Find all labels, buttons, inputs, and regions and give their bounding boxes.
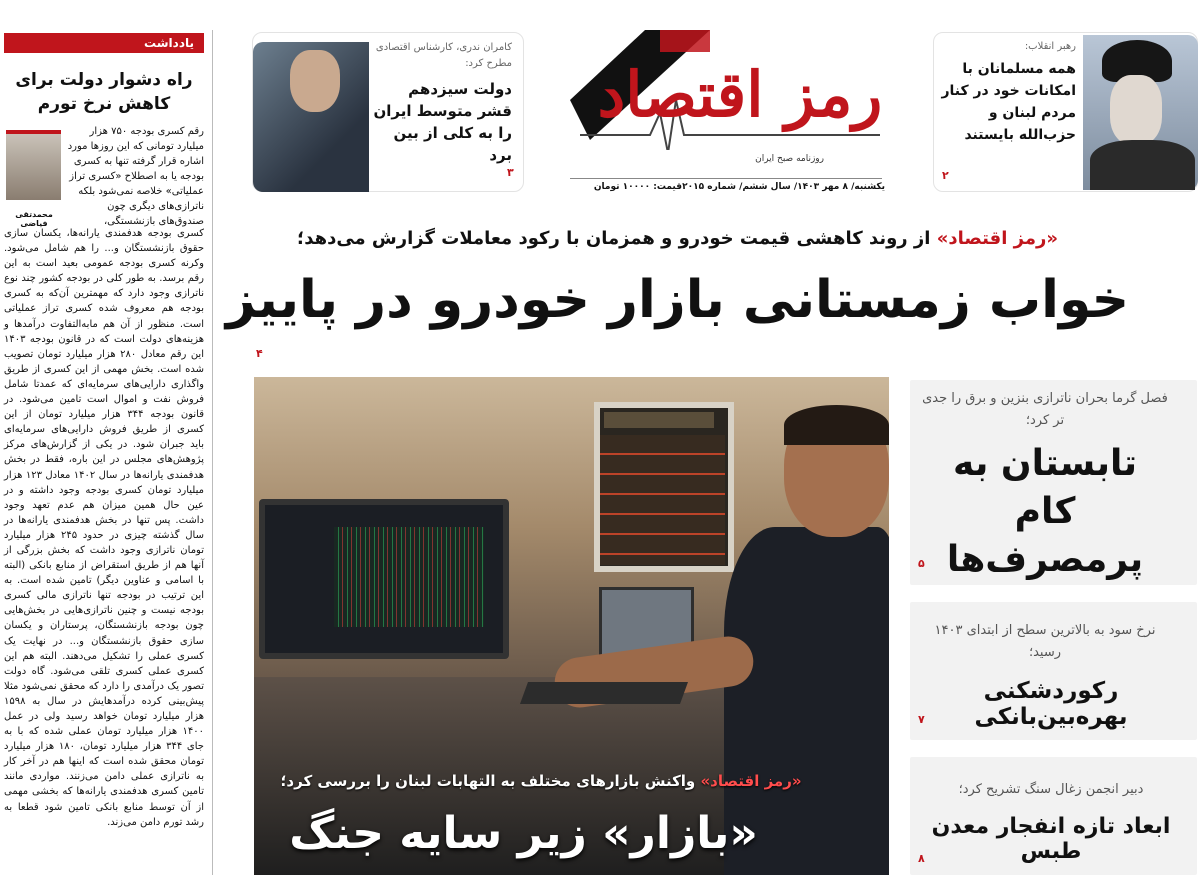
side-story-headline[interactable]: تابستان به کام پرمصرف‌ها [946, 443, 1144, 580]
masthead-subtitle: روزنامه صبح ایران [755, 154, 824, 164]
photo-story-headline[interactable]: «بازار» زیر سایه جنگ [289, 808, 758, 859]
note-title[interactable]: راه دشوار دولت برای کاهش نرخ تورم [15, 70, 193, 114]
issue-date-line: یکشنبه/ ۸ مهر ۱۴۰۳/ سال ششم/ شماره ۲۰۱۵ [682, 182, 885, 192]
keyboard-shape [520, 682, 688, 704]
side-story-kicker: نرخ سود به بالاترین سطح از ابتدای ۱۴۰۳ رسید؛ [934, 623, 1156, 660]
lead-kicker-text: از روند کاهشی قیمت خودرو و همزمان با رکود معاملات گزارش می‌دهد؛ [297, 228, 937, 249]
man-hair-shape [784, 405, 889, 445]
board-title-shape [604, 412, 714, 428]
note-body-intro: رقم کسری بودجه ۷۵۰ هزار میلیارد تومانی که این روزها مورد اشاره قرار گرفته تنها به کسری بودجه یا به اصطلاح «کسری تراز عملیاتی» خلاصه نمی‌شود بلکه ناترازی‌های دیگری چون صندوق‌های بازنشستگی، [67, 126, 204, 227]
issue-price: قیمت: ۱۰۰۰۰ تومان [593, 182, 682, 192]
side-story-kicker: فصل گرما بحران ناترازی بنزین و برق را جدی تر کرد؛ [922, 391, 1168, 428]
top-right-page-number: ۲ [942, 169, 949, 182]
trader-photo [254, 377, 889, 875]
note-author: محمدتقی فیاضی [15, 210, 53, 228]
author-photo [6, 130, 61, 200]
side-story-page-number: ۵ [918, 557, 925, 570]
note-body: کسری بودجه هدفمندی یارانه‌ها، یکسان سازی حقوق بازنشستگان و... را هم شامل می‌شود. وکرنه کسری بودجه عمومی بعید است به این رقم برسد. به طور کلی در بودجه کشور چند نوع ناترازی وجود دارد که مهمترین آن‌که به کسری بودجه هم معروف شده کسری تراز عملیاتی است. منظور از آن هم مابه‌التفاوت درآمدها و هزینه‌های دولت است که در قانون بودجه ۱۴۰۳ این رقم معادل ۲۸۰ هزار میلیارد تومان تصویب شده است. بخش مهمی از این کسری از طریق واگذاری دارایی‌های سرمایه‌ای که عمدتا شامل فروش نفت و اموال است تامین می‌شود. در قانون بودجه ۳۴۴ هزار میلیارد تومان از این کسری از طریق فروش دارایی‌های سرمایه‌ای باید جبران شود. در یکی از گزارش‌های مرکز پژوهش‌های مجلس در این باره، فقط در بخش هدفمندی یارانه‌ها در سال ۱۴۰۲ معادل ۱۲۳ هزار میلیارد تومان کسری بودجه وجود داشته و در عین حال همین میزان هم عدم تعهد وجود داشت. پس تنها در بخش هدفمندی یارانه‌ها در سال گذشته چیزی در حدود ۲۴۵ هزار میلیارد تومان ناترازی وجود داشت که بخش بزرگی از آنها هم از طریق استقراض از منابع بانکی (البته با اسامی و عناوین دیگر) تامین شده است. به این ترتیب در بودجه تنها ناترازی مالی کسری بودجه نیست و چنین ناترازی‌هایی در بخش‌هایی چون بودجه بازنشستگان، پرستاران و یکسان سازی حقوق بازنشستگان و... در نهایت یک کسری عملی را تشکیل می‌دهند. البته هم این کسری عملی کسری تلقی می‌شود. گاه دولت تصور یک درآمدی را دارد که محقق نمی‌شود مثلا پیش‌بینی کرده درآمدهایش در سال به ۱۵۹۸ هزار میلیارد تومان خواهد رسید ولی در عمل ۱۴۰۰ هزار میلیارد تومان عملی شده که با به جای ۳۴۴ هزار میلیارد تومان، ۱۸۰ هزار میلیارد تومان محقق شده است که اینها هم در آخر کار به ناترازی عملی دامن می‌زنند. مواردی مانند تامین کسری هدفمندی یارانه‌ها که بخشی مهمی از آن توسط منابع بانکی تامین شود قطعا به رشد تورم دامن می‌زند. [4, 228, 204, 828]
side-story-kicker: دبیر انجمن زغال سنگ تشریح کرد؛ [958, 782, 1144, 797]
lead-page-number: ۴ [256, 347, 263, 360]
portrait-robe-shape [1090, 140, 1195, 190]
photo-kicker-text: واکنش بازارهای مختلف به التهابات لبنان را بررسی کرد؛ [280, 772, 701, 790]
photo-story-kicker [256, 772, 826, 790]
masthead-logo-text: رمز اقتصاد [597, 58, 883, 131]
lead-headline[interactable]: خواب زمستانی بازار خودرو در پاییز [225, 270, 1130, 330]
masthead-rule [570, 178, 882, 179]
side-story-headline[interactable]: ابعاد تازه انفجار معدن طبس [931, 814, 1171, 864]
top-left-kicker: کامران ندری، کارشناس اقتصادی مطرح کرد: [375, 42, 512, 69]
side-story-headline[interactable]: رکوردشکنی بهره‌بین‌بانکی [974, 678, 1128, 730]
portrait-face-shape [290, 50, 340, 112]
side-story-page-number: ۸ [918, 852, 925, 865]
lead-kicker-source: «رمز اقتصاد» [936, 228, 1058, 249]
top-right-kicker: رهبر انقلاب: [1024, 41, 1076, 52]
top-left-page-number: ۳ [507, 166, 514, 179]
top-left-headline[interactable]: دولت سیزدهم قشر متوسط ایران را به کلی از بین برد [373, 80, 512, 164]
monitor-chart-shape [334, 527, 484, 627]
portrait-face-shape [1110, 75, 1162, 145]
lead-kicker [220, 228, 1135, 249]
photo-kicker-source: «رمز اقتصاد» [700, 772, 802, 790]
note-section-header: یادداشت [4, 33, 204, 53]
side-story-page-number: ۷ [918, 713, 925, 726]
top-right-headline[interactable]: همه مسلمانان با امکانات خود در کنار مردم لبنان و حزب‌الله بایستند [941, 61, 1076, 143]
board-rows-shape [600, 435, 725, 565]
column-divider [212, 30, 213, 875]
